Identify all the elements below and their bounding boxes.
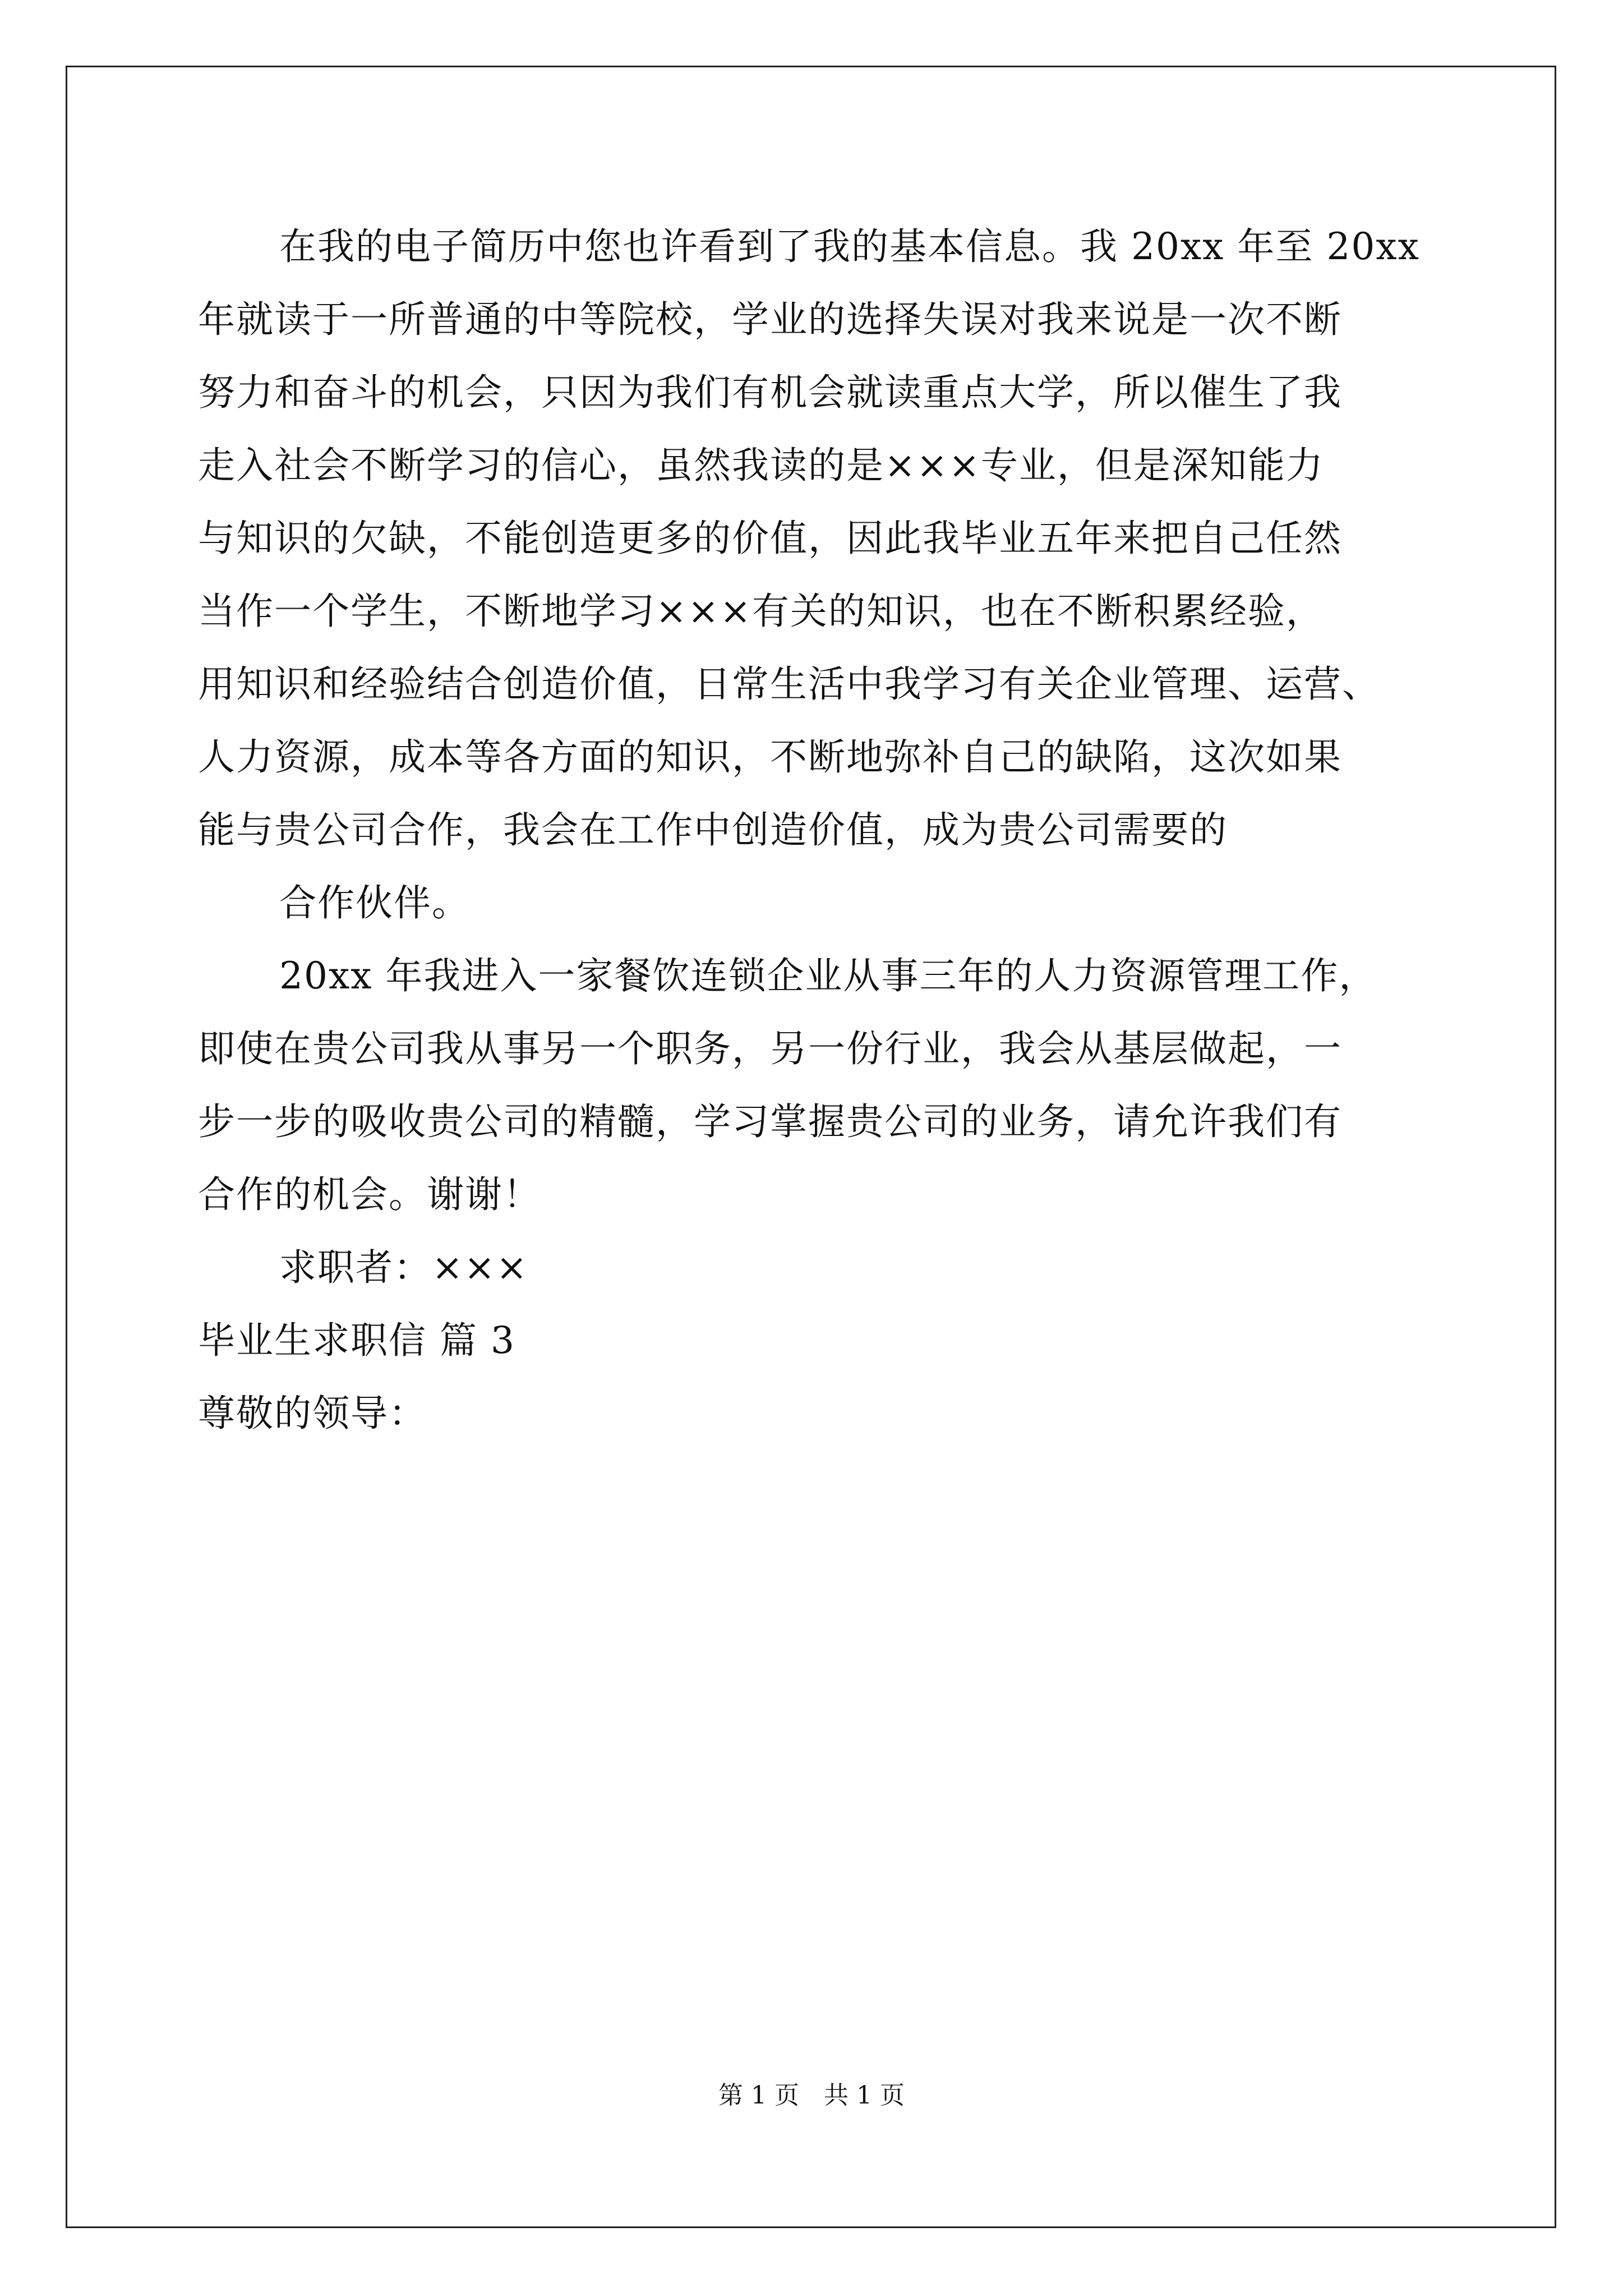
paragraph-3-line-4: 合作的机会。谢谢！ — [198, 1173, 541, 1216]
section-heading: 毕业生求职信 篇 3 — [198, 1319, 515, 1362]
paragraph-3-line-2: 即使在贵公司我从事另一个职务，另一份行业，我会从基层做起，一 — [198, 1027, 1342, 1070]
paragraph-1-line-3: 努力和奋斗的机会，只因为我们有机会就读重点大学，所以催生了我 — [198, 371, 1342, 414]
paragraph-1-line-8: 人力资源，成本等各方面的知识，不断地弥补自己的缺陷，这次如果 — [198, 735, 1342, 779]
paragraph-1-line-4: 走入社会不断学习的信心，虽然我读的是×××专业，但是深知能力 — [198, 444, 1324, 487]
paragraph-1-line-9: 能与贵公司合作，我会在工作中创造价值，成为贵公司需要的 — [198, 808, 1228, 852]
page-footer: 第 1 页 共 1 页 — [718, 2081, 905, 2110]
signature-line: 求职者：××× — [279, 1246, 528, 1289]
paragraph-1-line-6: 当作一个学生，不断地学习×××有关的知识，也在不断积累经验， — [198, 590, 1324, 633]
paragraph-3-line-3: 步一步的吸收贵公司的精髓，学习掌握贵公司的业务，请允许我们有 — [198, 1100, 1342, 1143]
paragraph-1-line-5: 与知识的欠缺，不能创造更多的价值，因此我毕业五年来把自己任然 — [198, 517, 1342, 560]
paragraph-2-line-1: 合作伙伴。 — [279, 881, 470, 924]
paragraph-1-line-1: 在我的电子简历中您也许看到了我的基本信息。我 20xx 年至 20xx — [279, 225, 1420, 268]
salutation: 尊敬的领导： — [198, 1392, 427, 1435]
paragraph-3-line-1: 20xx 年我进入一家餐饮连锁企业从事三年的人力资源管理工作， — [279, 954, 1377, 997]
paragraph-1-line-2: 年就读于一所普通的中等院校，学业的选择失误对我来说是一次不断 — [198, 298, 1342, 341]
paragraph-1-line-7: 用知识和经验结合创造价值，日常生活中我学习有关企业管理、运营、 — [198, 662, 1380, 706]
